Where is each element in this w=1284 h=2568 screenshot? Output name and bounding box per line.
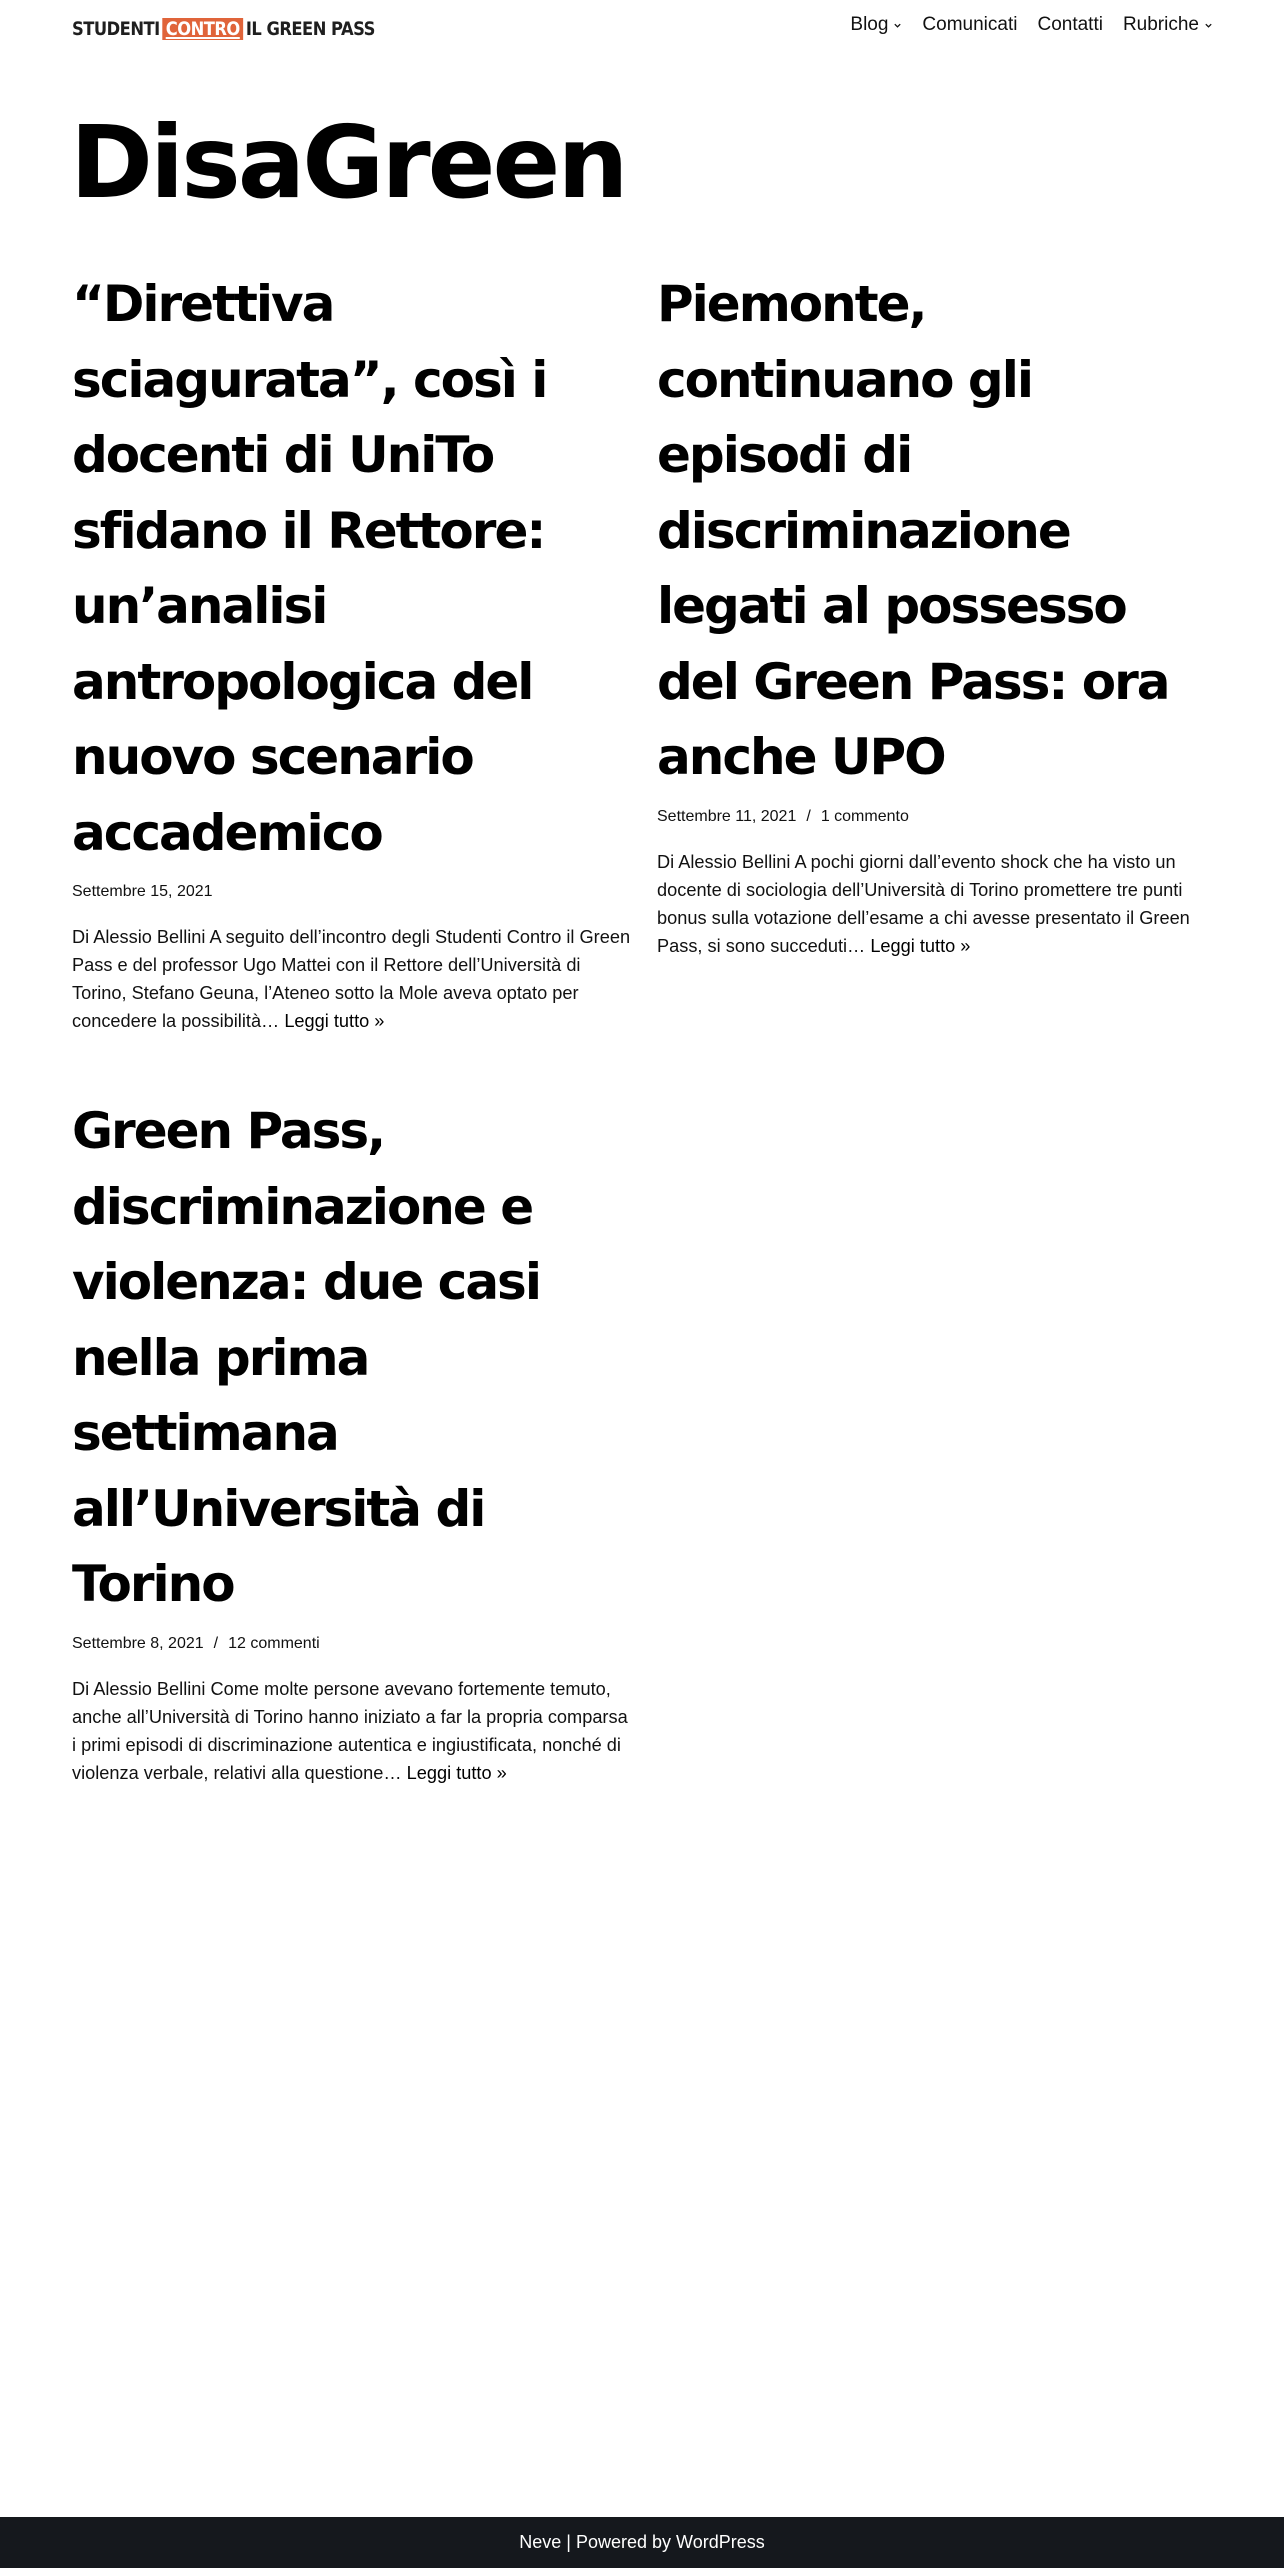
post-date: Settembre 8, 2021 xyxy=(72,1634,204,1652)
post-meta xyxy=(657,808,1217,826)
read-more-link[interactable]: Leggi tutto » xyxy=(406,1762,507,1783)
post-excerpt-text: Di Alessio Bellini Come molte persone avevano fortemente temuto, anche all’Università di Torino hanno iniziato a far la propria comparsa i primi episodi di discriminazione autentica e ingiustificata, nonché di violenza verbale, relativi alla questione… xyxy=(72,1678,628,1783)
post-title xyxy=(72,1094,632,1623)
logo-text-green-pass: IL GREEN PASS xyxy=(245,18,375,40)
footer-separator: | xyxy=(561,2532,576,2552)
footer-theme-link[interactable]: Neve xyxy=(519,2532,562,2552)
post-title-link[interactable]: Green Pass, discriminazione e violenza: due casi nella prima settimana all’Università di Torino xyxy=(72,1102,540,1613)
page-title: DisaGreen xyxy=(70,104,626,221)
post-meta xyxy=(72,883,632,901)
nav-item-comunicati[interactable] xyxy=(922,14,1017,36)
meta-separator: / xyxy=(213,1634,219,1652)
post-title-link[interactable]: “Direttiva sciagurata”, così i docenti di UniTo sfidano il Rettore: un’analisi antropologica del nuovo scenario accademico xyxy=(72,275,547,862)
nav-item-contatti[interactable] xyxy=(1037,14,1102,36)
read-more-link[interactable]: Leggi tutto » xyxy=(284,1011,385,1031)
post-title-link[interactable]: Piemonte, continuano gli episodi di discriminazione legati al possesso del Green Pass: ora anche UPO xyxy=(657,275,1169,786)
site-footer xyxy=(0,2517,1284,2568)
post-comments-link[interactable]: 12 commenti xyxy=(228,1634,320,1652)
chevron-down-icon[interactable] xyxy=(893,21,902,30)
post-card xyxy=(657,267,1217,960)
nav-item-label: Blog xyxy=(850,14,889,35)
nav-item-label: Rubriche xyxy=(1122,14,1199,35)
post-card xyxy=(72,1094,632,1787)
logo-text-contro: CONTRO xyxy=(162,18,243,40)
post-excerpt xyxy=(72,1675,632,1787)
site-logo[interactable] xyxy=(72,15,375,43)
post-meta xyxy=(72,1635,632,1653)
post-card xyxy=(72,267,632,1035)
read-more-link[interactable]: Leggi tutto » xyxy=(870,935,971,956)
post-excerpt xyxy=(72,923,632,1035)
post-title xyxy=(72,267,632,871)
post-excerpt-text: Di Alessio Bellini A pochi giorni dall’evento shock che ha visto un docente di sociologia dell’Università di Torino promettere tre punti bonus sulla votazione dell’esame a chi avesse presentato il Green Pass, si sono succeduti… xyxy=(657,851,1190,956)
post-date: Settembre 11, 2021 xyxy=(657,807,797,825)
post-excerpt-text: Di Alessio Bellini A seguito dell’incontro degli Studenti Contro il Green Pass e del professor Ugo Mattei con il Rettore dell’Università di Torino, Stefano Geuna, l’Ateneo sotto la Mole aveva optato per concedere la possibilità… xyxy=(72,927,631,1031)
nav-item-label: Comunicati xyxy=(922,14,1018,35)
main-nav xyxy=(850,14,1213,36)
post-excerpt xyxy=(657,848,1217,960)
meta-separator: / xyxy=(806,807,811,825)
nav-item-blog[interactable] xyxy=(850,14,902,36)
post-title xyxy=(657,267,1217,796)
nav-item-label: Contatti xyxy=(1037,14,1103,35)
post-date: Settembre 15, 2021 xyxy=(72,883,213,900)
site-header xyxy=(0,0,1284,58)
logo-text-studenti: STUDENTI xyxy=(72,18,160,40)
post-comments-link[interactable]: 1 commento xyxy=(820,807,909,825)
nav-item-rubriche[interactable] xyxy=(1123,14,1213,36)
footer-powered-by-link[interactable]: Powered by WordPress xyxy=(575,2532,765,2552)
chevron-down-icon[interactable] xyxy=(1204,21,1213,30)
